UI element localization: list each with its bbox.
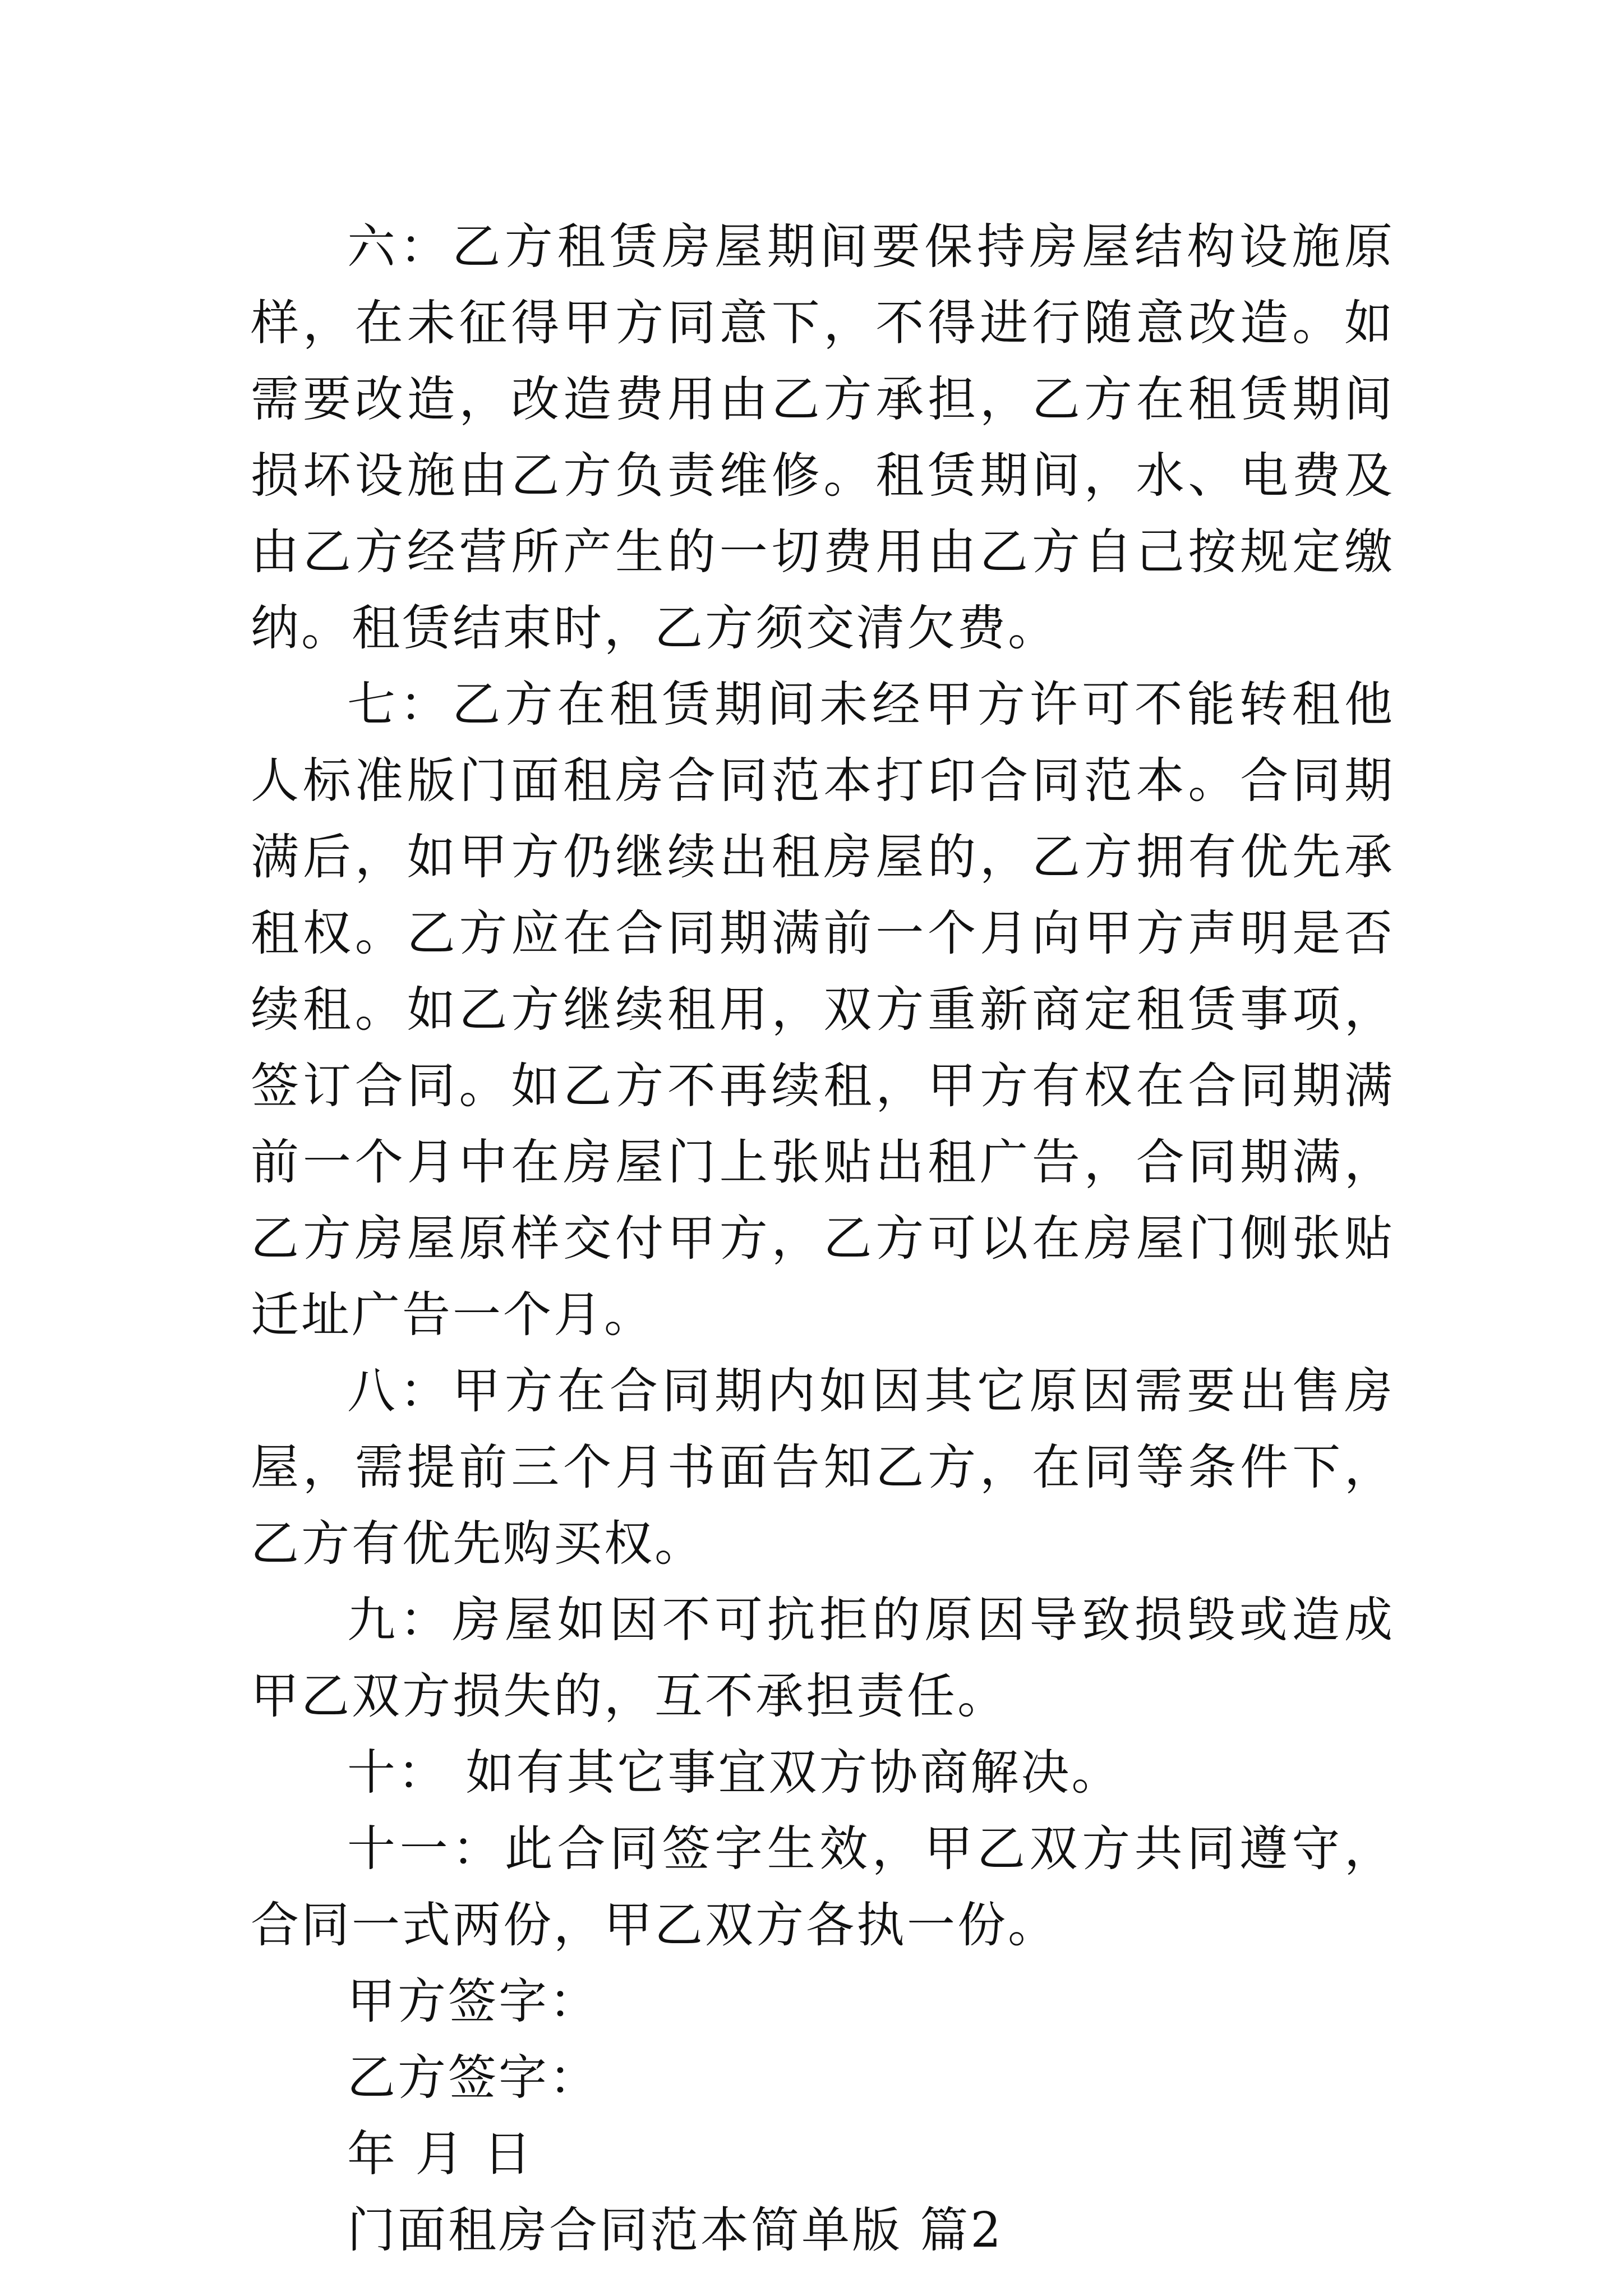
party-a-signature: 甲方签字： <box>347 1973 600 2030</box>
clause-10: 十： 如有其它事宜双方协商解决。 <box>347 1745 1122 1801</box>
next-section-title: 门面租房合同范本简单版 篇2 <box>347 2202 1004 2258</box>
clause-9: 九：房屋如因不可抗拒的原因导致损毁或造成甲乙双方损失的，互不承担责任。 <box>251 1592 1395 1724</box>
clause-6: 六：乙方租赁房屋期间要保持房屋结构设施原样，在未征得甲方同意下，不得进行随意改造。如需要改造，改造费用由乙方承担，乙方在租赁期间损坏设施由乙方负责维修。租赁期间，水、电费及由乙方经营所产生的一切费用由乙方自己按规定缴纳。租赁结束时，乙方须交清欠费。 <box>251 219 1395 656</box>
clause-8: 八：甲方在合同期内如因其它原因需要出售房屋，需提前三个月书面告知乙方，在同等条件下，乙方有优先购买权。 <box>251 1363 1395 1572</box>
contract-body <box>251 209 1395 2269</box>
date-line: 年 月 日 <box>347 2126 534 2182</box>
clause-7: 七：乙方在租赁期间未经甲方许可不能转租他人标准版门面租房合同范本打印合同范本。合同期满后，如甲方仍继续出租房屋的，乙方拥有优先承租权。乙方应在合同期满前一个月向甲方声明是否续租。如乙方继续租用，双方重新商定租赁事项，签订合同。如乙方不再续租，甲方有权在合同期满前一个月中在房屋门上张贴出租广告，合同期满，乙方房屋原样交付甲方，乙方可以在房屋门侧张贴迁址广告一个月。 <box>251 677 1395 1343</box>
clause-11: 十一：此合同签字生效，甲乙双方共同遵守，合同一式两份，甲乙双方各执一份。 <box>251 1821 1395 1953</box>
party-b-signature: 乙方签字： <box>347 2050 600 2106</box>
